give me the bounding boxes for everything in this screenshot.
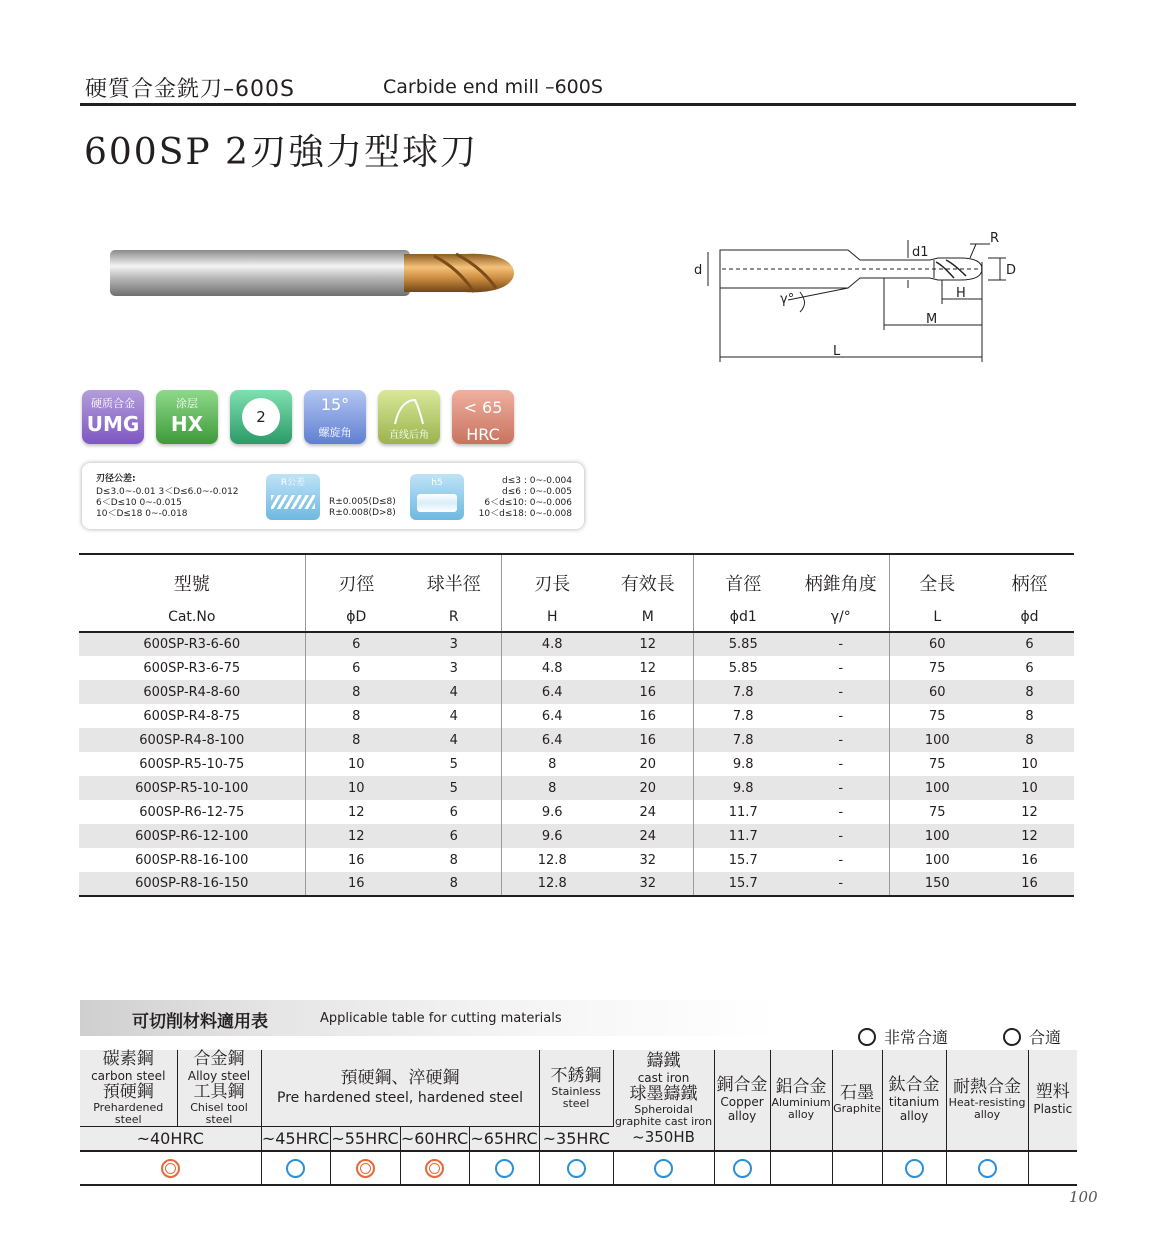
applicable-title-en: Applicable table for cutting materials <box>320 1011 562 1026</box>
table-cell: 16 <box>985 872 1074 896</box>
table-cell: 5.85 <box>693 632 793 656</box>
table-cell: - <box>793 872 889 896</box>
legend-suitable: 合適 <box>1003 1025 1061 1048</box>
r-tolerance-icon: R公差 <box>266 474 320 520</box>
suitability-cell <box>770 1151 832 1185</box>
titanium-header: 鈦合金 titanium alloy <box>882 1050 946 1151</box>
table-cell: 16 <box>305 872 407 896</box>
very-suitable-icon <box>425 1159 444 1178</box>
label-gamma: γ° <box>780 292 795 307</box>
table-cell: 60 <box>889 632 985 656</box>
relief-icon <box>389 394 429 428</box>
hardness-35: ~35HRC <box>539 1127 613 1151</box>
table-cell: 6.4 <box>501 680 603 704</box>
alloy-tool-header: 合金鋼 Alloy steel 工具鋼 Chisel tool steel <box>177 1050 261 1127</box>
table-cell: 600SP-R6-12-75 <box>79 800 305 824</box>
table-cell: 7.8 <box>693 680 793 704</box>
orange-circle-icon <box>858 1028 876 1046</box>
header-title-zh: 硬質合金銑刀–600S <box>85 77 295 102</box>
header-flute-length: H <box>501 602 603 632</box>
table-cell: 8 <box>407 848 501 872</box>
table-cell: 8 <box>985 680 1074 704</box>
table-cell: 16 <box>347 852 365 868</box>
table-cell: - <box>793 656 889 680</box>
helix-badge: 15° 螺旋角 <box>304 390 366 444</box>
label-D: D <box>1006 263 1017 278</box>
header-neck-zh: 首徑 <box>725 574 762 595</box>
table-cell: 600SP-R4-8-60 <box>79 680 305 704</box>
table-cell: 11.7 <box>693 824 793 848</box>
table-row <box>79 872 1074 896</box>
table-cell: 6 <box>985 632 1074 656</box>
table-cell: 11.7 <box>728 804 758 820</box>
table-cell: 8 <box>548 756 557 772</box>
header-length: L <box>889 602 985 632</box>
table-cell: 6.4 <box>501 728 603 752</box>
table-cell: 32 <box>603 848 693 872</box>
cast-iron-header: 鑄鐵 cast iron 球墨鑄鐵 Spheroidal graphite cast iron ~350HB <box>613 1050 714 1151</box>
legend-very-suitable: 非常合適 <box>858 1025 948 1048</box>
table-cell: 24 <box>603 824 693 848</box>
table-cell: 75 <box>928 708 946 724</box>
table-cell: 100 <box>889 776 985 800</box>
suitability-cell <box>261 1151 330 1185</box>
carbon-prehardened-header: 碳素鋼 carbon steel 預硬鋼 Prehardened steel <box>80 1050 177 1127</box>
table-cell: 600SP-R3-6-60 <box>79 632 305 656</box>
header-radius: R <box>407 602 501 632</box>
table-cell: 20 <box>603 752 693 776</box>
suitable-icon <box>567 1159 586 1178</box>
diameter-tolerance: 刃径公差: D≤3.0~-0.01 3＜D≤6.0~-0.012 6＜D≤10 0~-0.015 10＜D≤18 0~-0.018 <box>96 474 239 519</box>
hardness-55: ~55HRC <box>330 1127 400 1151</box>
suitable-icon <box>654 1159 673 1178</box>
table-cell: - <box>793 632 889 656</box>
suitable-icon <box>495 1159 514 1178</box>
table-cell: 75 <box>928 756 946 772</box>
table-cell: 16 <box>603 704 693 728</box>
blue-circle-icon <box>1003 1028 1021 1046</box>
table-cell: 8 <box>305 728 407 752</box>
specification-rows <box>79 632 1074 896</box>
table-cell: 8 <box>305 680 407 704</box>
table-cell: - <box>793 752 889 776</box>
table-cell: - <box>793 728 889 752</box>
table-cell: 15.7 <box>728 852 758 868</box>
hardness-60: ~60HRC <box>400 1127 469 1151</box>
table-cell: 16 <box>603 680 693 704</box>
header-flute-length-zh: 刃長 <box>534 574 571 595</box>
table-cell: 12 <box>603 632 693 656</box>
product-title: 600SP 2刃強力型球刀 <box>84 132 478 173</box>
hardness-40: ~40HRC <box>80 1127 261 1151</box>
table-cell: - <box>793 776 889 800</box>
table-cell: 9.8 <box>693 776 793 800</box>
graphite-header: 石墨 Graphite <box>832 1050 882 1151</box>
label-d: d <box>694 263 703 278</box>
header-shank: ϕd <box>985 602 1074 632</box>
suitability-cell <box>946 1151 1028 1185</box>
header-diameter-zh: 刃徑 <box>338 574 375 595</box>
table-cell: 20 <box>603 776 693 800</box>
table-cell: 4 <box>407 680 501 704</box>
table-cell: 16 <box>1021 852 1038 868</box>
table-cell: 5 <box>407 752 501 776</box>
table-cell: 12 <box>1021 804 1038 820</box>
table-cell: 5 <box>407 776 501 800</box>
suitability-cell <box>882 1151 946 1185</box>
table-row <box>79 656 1074 680</box>
suitability-cell <box>400 1151 469 1185</box>
header-catno-zh: 型號 <box>79 554 305 602</box>
heat-resisting-header: 耐熱合金 Heat-resisting alloy <box>946 1050 1028 1151</box>
materials-table <box>80 1050 1077 1186</box>
suitable-icon <box>905 1159 924 1178</box>
table-cell: 150 <box>889 872 985 896</box>
table-cell: 12 <box>985 824 1074 848</box>
table-cell: 100 <box>924 852 950 868</box>
table-cell: - <box>793 848 889 872</box>
suitability-cell <box>330 1151 400 1185</box>
header-catno: Cat.No <box>79 602 305 632</box>
table-cell: 8 <box>501 776 603 800</box>
header-effective-length-zh: 有效長 <box>603 554 693 602</box>
table-cell: 3 <box>407 632 501 656</box>
table-row <box>79 752 1074 776</box>
label-L: L <box>833 344 841 359</box>
tolerance-box <box>82 463 584 529</box>
table-cell: 8 <box>407 872 501 896</box>
page-header <box>80 68 1076 106</box>
table-cell: 7.8 <box>732 708 754 724</box>
table-cell: 12.8 <box>501 872 603 896</box>
table-row <box>79 632 1074 656</box>
table-cell: 600SP-R3-6-75 <box>79 656 305 680</box>
table-cell: 6 <box>407 800 501 824</box>
table-cell: 4.8 <box>501 632 603 656</box>
table-cell: 6 <box>407 824 501 848</box>
suitable-icon <box>978 1159 997 1178</box>
table-cell: 6 <box>305 632 407 656</box>
table-cell: 8 <box>1025 708 1034 724</box>
suitability-cell <box>714 1151 770 1185</box>
hardness-45: ~45HRC <box>261 1127 330 1151</box>
dimension-drawing <box>688 222 1028 372</box>
hardness-65: ~65HRC <box>469 1127 539 1151</box>
table-cell: 6.4 <box>541 708 563 724</box>
very-suitable-icon <box>356 1159 375 1178</box>
table-row <box>79 680 1074 704</box>
suitability-cell <box>832 1151 882 1185</box>
table-cell: 4 <box>407 704 501 728</box>
table-cell: 7.8 <box>693 728 793 752</box>
header-shank-zh: 柄徑 <box>1011 574 1048 595</box>
table-cell: 8 <box>352 708 361 724</box>
table-cell: 10 <box>305 776 407 800</box>
table-cell: 600SP-R6-12-100 <box>79 824 305 848</box>
applicable-title-zh: 可切削材料適用表 <box>132 1012 268 1032</box>
h5-tolerance-icon: h5 <box>410 474 464 520</box>
table-cell: 8 <box>985 728 1074 752</box>
aluminium-header: 鋁合金 Aluminium alloy <box>770 1050 832 1151</box>
suitability-cell <box>539 1151 613 1185</box>
table-row <box>79 800 1074 824</box>
label-M: M <box>926 312 938 327</box>
table-cell: 60 <box>889 680 985 704</box>
header-title-en: Carbide end mill –600S <box>383 76 603 98</box>
label-R: R <box>990 231 1000 246</box>
table-cell: 5.85 <box>728 660 758 676</box>
table-cell: 600SP-R4-8-75 <box>79 704 305 728</box>
coating-badge: 涂层 HX <box>156 390 218 444</box>
material-badge: 硬质合金 UMG <box>82 390 144 444</box>
table-cell: 10 <box>347 756 365 772</box>
r-tolerance-values: R±0.005(D≤8) R±0.008(D>8) <box>329 497 396 518</box>
ball-end-mill-photo <box>104 242 524 304</box>
suitability-cell <box>1028 1151 1077 1185</box>
header-effective-length: M <box>603 602 693 632</box>
table-row <box>79 824 1074 848</box>
table-cell: 9.6 <box>541 804 563 820</box>
table-cell: 12 <box>347 804 365 820</box>
table-cell: 24 <box>603 800 693 824</box>
relief-badge: 直线后角 <box>378 390 440 444</box>
table-cell: 600SP-R5-10-100 <box>79 776 305 800</box>
table-cell: 9.6 <box>501 824 603 848</box>
suitability-cell <box>613 1151 714 1185</box>
header-length-zh: 全長 <box>919 574 956 595</box>
label-d1: d1 <box>912 245 929 260</box>
table-row <box>79 848 1074 872</box>
table-cell: - <box>793 824 889 848</box>
header-angle-zh: 柄錐角度 <box>793 554 889 602</box>
table-cell: 75 <box>928 804 946 820</box>
copper-header: 銅合金 Copper alloy <box>714 1050 770 1151</box>
table-cell: 16 <box>603 728 693 752</box>
very-suitable-icon <box>161 1159 180 1178</box>
table-cell: 12 <box>305 824 407 848</box>
hardened-steel-header: 預硬鋼、淬硬鋼 Pre hardened steel, hardened steel <box>261 1050 539 1127</box>
table-cell: - <box>793 704 889 728</box>
page-number: 100 <box>1069 1188 1098 1206</box>
hardness-badge: < 65 HRC <box>452 390 514 444</box>
header-diameter: ϕD <box>305 602 407 632</box>
table-cell: 600SP-R4-8-100 <box>79 728 305 752</box>
flute-count: 2 <box>242 398 280 436</box>
table-cell: 10 <box>985 776 1074 800</box>
table-cell: 9.8 <box>732 756 754 772</box>
label-H: H <box>956 286 966 301</box>
flutes-badge <box>230 390 292 444</box>
table-cell: - <box>793 680 889 704</box>
table-cell: 6 <box>1025 660 1034 676</box>
plastic-header: 塑料 Plastic <box>1028 1050 1077 1151</box>
table-cell: 600SP-R5-10-75 <box>79 752 305 776</box>
suitability-row <box>80 1151 1077 1185</box>
table-cell: - <box>793 800 889 824</box>
table-row <box>79 728 1074 752</box>
table-cell: 100 <box>889 728 985 752</box>
table-cell: 100 <box>889 824 985 848</box>
suitable-icon <box>733 1159 752 1178</box>
table-cell: 12 <box>603 656 693 680</box>
table-cell: 15.7 <box>693 872 793 896</box>
stainless-header: 不銹鋼 Stainless steel <box>539 1050 613 1127</box>
table-cell: 10 <box>1021 756 1038 772</box>
suitable-icon <box>286 1159 305 1178</box>
specification-table <box>79 553 1074 897</box>
table-cell: 600SP-R8-16-100 <box>79 848 305 872</box>
table-cell: 600SP-R8-16-150 <box>79 872 305 896</box>
table-cell: 3 <box>407 656 501 680</box>
h5-tolerance-values: d≤3 : 0~-0.004 d≤6 : 0~-0.005 6＜d≤10: 0~-0.006 10＜d≤18: 0~-0.008 <box>478 476 572 519</box>
table-row <box>79 776 1074 800</box>
table-row <box>79 704 1074 728</box>
header-neck: ϕd1 <box>693 602 793 632</box>
table-cell: 6 <box>352 660 361 676</box>
table-cell: 4.8 <box>541 660 563 676</box>
table-cell: 12.8 <box>537 852 567 868</box>
header-radius-zh: 球半徑 <box>407 554 501 602</box>
suitability-cell <box>469 1151 539 1185</box>
table-cell: 32 <box>603 872 693 896</box>
table-cell: 75 <box>928 660 946 676</box>
header-angle: γ/° <box>793 602 889 632</box>
table-cell: 4 <box>407 728 501 752</box>
suitability-cell <box>80 1151 261 1185</box>
